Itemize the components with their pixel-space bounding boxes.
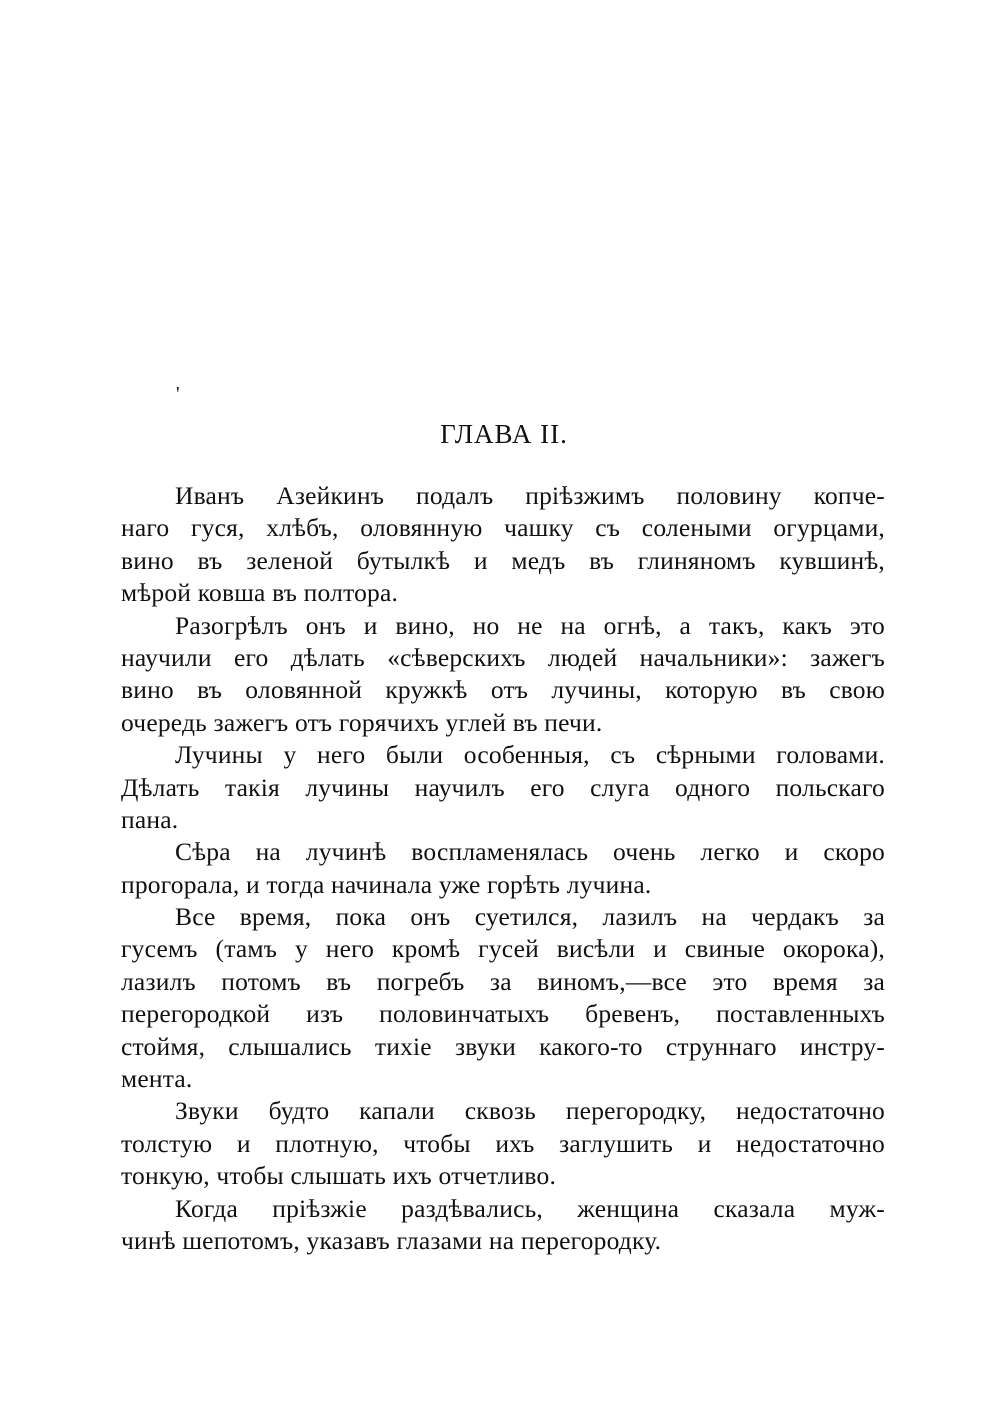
text-line: прогорала, и тогда начинала уже горѣть лучина. bbox=[121, 869, 652, 899]
chapter-body-text bbox=[121, 480, 885, 1257]
text-line: Все время, пока онъ суетился, лазилъ на чердакъ за bbox=[175, 902, 885, 932]
text-line: толстую и плотную, чтобы ихъ заглушить и недостаточно bbox=[121, 1128, 885, 1158]
text-line: научили его дѣлать «сѣверскихъ людей начальники»: зажегъ bbox=[121, 642, 885, 672]
text-line: Дѣлать такiя лучины научилъ его слуга одного польскаго bbox=[121, 772, 885, 802]
text-line: мѣрой ковша въ полтора. bbox=[121, 578, 399, 608]
text-line: стоймя, слышались тихiе звуки какого-то струннаго инстру- bbox=[121, 1031, 885, 1061]
text-line: гусемъ (тамъ у него кромѣ гусей висѣли и свиные окорока), bbox=[121, 934, 885, 964]
text-line: вино въ оловянной кружкѣ отъ лучины, которую въ свою bbox=[121, 675, 885, 705]
text-line: пана. bbox=[121, 804, 179, 834]
text-line: Когда прiѣзжiе раздѣвались, женщина сказала муж- bbox=[175, 1193, 885, 1223]
text-line: Звуки будто капали сквозь перегородку, недостаточно bbox=[175, 1096, 885, 1126]
text-line: Иванъ Азейкинъ подалъ прiѣзжимъ половину копче- bbox=[175, 481, 885, 510]
text-line: перегородкой изъ половинчатыхъ бревенъ, поставленныхъ bbox=[121, 999, 885, 1029]
text-line: Лучины у него были особенныя, съ сѣрными головами. bbox=[175, 740, 885, 770]
text-line: лазилъ потомъ въ погребъ за виномъ,—все это время за bbox=[121, 966, 885, 996]
text-line: очередь зажегъ отъ горячихъ углей въ печи. bbox=[121, 707, 603, 737]
text-line: Сѣра на лучинѣ воспламенялась очень легко и скоро bbox=[175, 837, 885, 867]
text-line: наго гуся, хлѣбъ, оловянную чашку съ солеными огурцами, bbox=[121, 513, 885, 543]
text-line: вино въ зеленой бутылкѣ и медъ въ глиняномъ кувшинѣ, bbox=[121, 545, 885, 575]
text-line: Разогрѣлъ онъ и вино, но не на огнѣ, а такъ, какъ это bbox=[175, 610, 885, 640]
chapter-title: ГЛАВА II. bbox=[440, 419, 568, 449]
text-line: мента. bbox=[121, 1064, 193, 1094]
text-line: тонкую, чтобы слышать ихъ отчетливо. bbox=[121, 1161, 557, 1191]
text-line: чинѣ шепотомъ, указавъ глазами на перегородку. bbox=[121, 1225, 662, 1255]
stray-ink-mark: ' bbox=[176, 383, 180, 405]
